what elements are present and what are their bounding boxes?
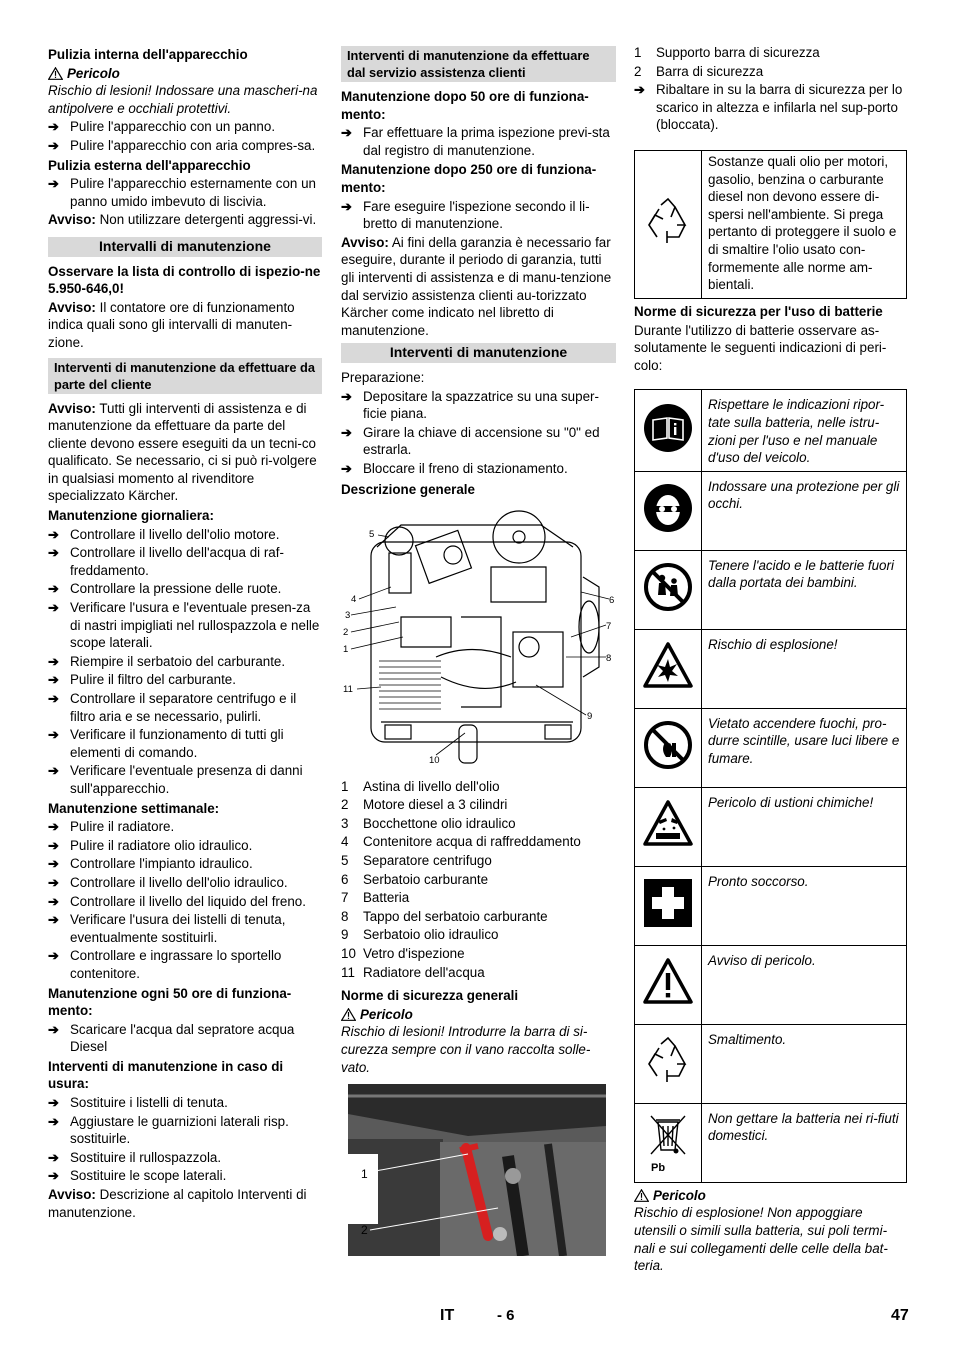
item-number: 1: [634, 45, 642, 60]
diagram-callout-10: 10: [429, 755, 440, 766]
heading-inspection-checklist: Osservare la lista di controllo di ispezio-ne 5.950-646,0!: [48, 263, 321, 297]
step-item: ➔ Verificare il funzionamento di tutti gli elementi di comando.: [48, 726, 322, 761]
diagram-callout-11: 11: [343, 684, 353, 696]
symbol-row: [635, 629, 907, 708]
warning-triangle-icon: [634, 1189, 649, 1202]
symbol-row: [635, 1103, 907, 1182]
heading-external-cleaning: Pulizia esterna dell'apparecchio: [48, 157, 251, 173]
first-aid-icon: [642, 877, 694, 929]
step-item: ➔ Scaricare l'acqua dal sepratore acqua Diesel: [48, 1021, 322, 1056]
safety-bar-step: ➔ Ribaltare in su la barra di sicurezza per lo scarico in altezza e infilarla nel sup-porto (bloccata).: [634, 81, 907, 134]
item-number: 1: [341, 778, 349, 794]
step-item: ➔ Verificare l'usura e l'eventuale presen-za di nastri impigliati nel rullospazzola e nelle scope laterali.: [48, 599, 322, 652]
step-item: ➔ Controllare l'impianto idraulico.: [48, 855, 322, 873]
item-number: 2: [341, 797, 349, 813]
diagram-callout-6: 6: [609, 595, 615, 607]
preparation-steps: [341, 388, 616, 478]
danger-text: Rischio di lesioni! Introdurre la barra di si-curezza sempre con il vano raccolta solle-vato.: [341, 1024, 591, 1075]
diagram-callout-9: 9: [587, 711, 593, 723]
weekly-steps: [48, 818, 322, 982]
environment-text: Sostanze quali olio per motori, gasolio, benzina o carburante diesel non devono essere di-spersi nell'ambiente. Si prega pertanto di proteggere il suolo e di smaltire l'olio usato con-formemente alle norme am-bientali.: [702, 150, 907, 298]
step-item: ➔ Pulire l'apparecchio esternamente con un panno umido imbevuto di liscivia.: [48, 175, 322, 210]
numbered-item: [341, 889, 616, 907]
safety-bar-parts: [634, 44, 907, 80]
chemical-burn-icon: [642, 799, 694, 849]
step-item: ➔ Pulire l'apparecchio con aria compres-sa.: [48, 137, 322, 155]
step-item: ➔ Controllare il livello dell'acqua di raf-freddamento.: [48, 544, 322, 579]
warning-icon: [642, 957, 694, 1007]
step-item: ➔ Riempire il serbatoio del carburante.: [48, 653, 322, 671]
item-text: Bocchettone olio idraulico: [363, 815, 516, 831]
danger-label: Pericolo: [48, 65, 322, 83]
after-50h-steps: [341, 124, 616, 159]
step-item: ➔ Controllare e ingrassare lo sportello contenitore.: [48, 947, 322, 982]
symbol-text: Pronto soccorso.: [702, 866, 907, 945]
numbered-item: [341, 945, 616, 963]
heading-every-50h: Manutenzione ogni 50 ore di funziona-mento:: [48, 985, 292, 1019]
numbered-item: [634, 63, 907, 81]
item-text: Radiatore dell'acqua: [363, 964, 485, 980]
item-number: 7: [341, 890, 349, 906]
step-item: ➔ Pulire l'apparecchio con un panno.: [48, 118, 322, 136]
step-item: ➔ Controllare il livello dell'olio motore.: [48, 526, 322, 544]
symbol-text: Avviso di pericolo.: [702, 945, 907, 1024]
symbol-row: [635, 866, 907, 945]
step-item: ➔ Fare eseguire l'ispezione secondo il li-bretto di manutenzione.: [341, 198, 616, 233]
symbol-row: [635, 471, 907, 550]
engine-compartment-illustration: [341, 507, 616, 765]
item-number: 8: [341, 908, 349, 924]
danger-text: Rischio di lesioni! Indossare una mascheri-na antipolvere e occhiali protettivi.: [48, 83, 318, 116]
note-guarantee: Avviso: Ai fini della garanzia è necessario far eseguire, durante il periodo di garanzia, tutti gli interventi di assistenza e di manu-tenzione dal servizio assistenza clienti au-torizzato Kärcher come indicato nel libretto di manutenzione.: [341, 234, 612, 338]
photo-callout-1: 1: [361, 1167, 368, 1182]
section-intervals: Intervalli di manutenzione: [48, 237, 322, 257]
step-item: ➔ Pulire il radiatore.: [48, 818, 322, 836]
step-item: ➔ Pulire il filtro del carburante.: [48, 671, 322, 689]
preparation-label: Preparazione:: [341, 369, 425, 385]
item-number: 2: [634, 63, 642, 79]
note-description: Avviso: Descrizione al capitolo Interventi di manutenzione.: [48, 1187, 307, 1220]
danger-label: Pericolo: [634, 1187, 907, 1205]
item-text: Tappo del serbatoio carburante: [363, 908, 548, 924]
numbered-item: [341, 871, 616, 889]
item-number: 9: [341, 927, 349, 943]
diagram-callout-2: 2: [343, 627, 349, 639]
pb-label: Pb: [651, 1162, 666, 1175]
diagram-callout-8: 8: [606, 653, 612, 665]
battery-symbols-table: [634, 389, 907, 1182]
symbol-row: [635, 787, 907, 866]
item-text: Serbatoio olio idraulico: [363, 927, 499, 943]
component-list: [341, 778, 616, 982]
step-item: ➔ Controllare il livello del liquido del freno.: [48, 893, 322, 911]
step-item: ➔ Bloccare il freno di stazionamento.: [341, 460, 616, 478]
item-number: 4: [341, 834, 349, 850]
step-item: ➔ Far effettuare la prima ispezione previ-sta dal registro di manutenzione.: [341, 124, 616, 159]
every-50h-steps: [48, 1021, 322, 1056]
item-text: Motore diesel a 3 cilindri: [363, 797, 508, 813]
note-hour-counter: Avviso: Il contatore ore di funzionamento indica quali sono gli intervalli di manuten-zione.: [48, 299, 295, 350]
step-item: ➔ Verificare l'eventuale presenza di danni sull'apparecchio.: [48, 762, 322, 797]
warning-triangle-icon: [341, 1008, 356, 1021]
daily-steps: [48, 526, 322, 798]
symbol-text: Pericolo di ustioni chimiche!: [702, 787, 907, 866]
no-household-waste-icon: [643, 1112, 693, 1158]
item-text: Astina di livello dell'olio: [363, 778, 500, 794]
item-number: 3: [341, 815, 349, 831]
item-text: Barra di sicurezza: [656, 63, 764, 79]
heading-internal-cleaning: Pulizia interna dell'apparecchio: [48, 47, 248, 62]
keep-children-away-icon: [642, 561, 694, 613]
step-item: ➔ Pulire il radiatore olio idraulico.: [48, 837, 322, 855]
note-detergent: Avviso: Non utilizzare detergenti aggressi-vi.: [48, 212, 317, 228]
item-text: Separatore centrifugo: [363, 853, 492, 869]
symbol-row: [635, 390, 907, 471]
numbered-item: [341, 815, 616, 833]
column-left: [48, 44, 322, 1222]
section-customer-maintenance: Interventi di manutenzione da effettuare da parte del cliente: [48, 358, 322, 394]
numbered-item: [341, 908, 616, 926]
step-item: ➔ Girare la chiave di accensione su "0" ed estrarla.: [341, 424, 616, 459]
symbol-text: Tenere l'acido e le batterie fuori dalla portata dei bambini.: [702, 550, 907, 629]
eye-protection-icon: [642, 482, 694, 534]
diagram-callout-1: 1: [343, 644, 349, 656]
step-item: ➔ Verificare l'usura dei listelli di tenuta, eventualmente sostituirli.: [48, 911, 322, 946]
heading-after-50h: Manutenzione dopo 50 ore di funziona-mento:: [341, 89, 589, 122]
step-item: ➔ Controllare la pressione delle ruote.: [48, 580, 322, 598]
machine-diagram: [341, 507, 616, 770]
symbol-row: [635, 945, 907, 1024]
diagram-callout-7: 7: [606, 621, 612, 633]
after-250h-steps: [341, 198, 616, 233]
symbol-text: Rischio di esplosione!: [702, 629, 907, 708]
item-number: 6: [341, 871, 349, 887]
symbol-row: [635, 1024, 907, 1103]
footer-language: IT: [440, 1307, 455, 1324]
heading-wear: Interventi di manutenzione in caso di usura:: [48, 1058, 284, 1092]
numbered-item: [341, 852, 616, 870]
environment-box: [634, 150, 907, 299]
numbered-item: [634, 44, 907, 62]
symbol-text: Non gettare la batteria nei ri-fiuti domestici.: [702, 1103, 907, 1182]
diagram-callout-4: 4: [351, 594, 357, 606]
photo-callout-2: 2: [361, 1223, 368, 1238]
step-item: ➔ Aggiustare le guarnizioni laterali risp. sostituirle.: [48, 1113, 322, 1148]
explosion-hazard-icon: [642, 641, 694, 691]
section-maintenance-work: Interventi di manutenzione: [341, 343, 616, 363]
safety-bar-photo: [348, 1084, 616, 1261]
step-item: ➔ Controllare il livello dell'olio idraulico.: [48, 874, 322, 892]
heading-general-description: Descrizione generale: [341, 482, 475, 498]
step-item: ➔ Sostituire i listelli di tenuta.: [48, 1094, 322, 1112]
step-item: ➔ Controllare il separatore centrifugo e il filtro aria e se necessario, pulirli.: [48, 690, 322, 725]
heading-weekly: Manutenzione settimanale:: [48, 800, 220, 816]
external-steps: [48, 175, 322, 210]
numbered-item: [341, 964, 616, 982]
diagram-callout-3: 3: [345, 610, 351, 622]
symbol-row: [635, 550, 907, 629]
item-text: Contenitore acqua di raffreddamento: [363, 834, 581, 850]
item-number: 5: [341, 853, 349, 869]
danger-text: Rischio di esplosione! Non appoggiare utensili o simili sulla batteria, sui poli termi-nali e sui collegamenti delle celle della bat-teria.: [634, 1205, 888, 1274]
symbol-text: Indossare una protezione per gli occhi.: [702, 471, 907, 550]
item-text: Batteria: [363, 890, 410, 906]
column-right: [634, 44, 907, 1276]
step-item: ➔ Sostituire le scope laterali.: [48, 1167, 322, 1185]
symbol-text: Rispettare le indicazioni ripor-tate sulla batteria, nelle istru-zioni per l'uso e nel manuale d'uso del veicolo.: [702, 390, 907, 471]
numbered-item: [341, 778, 616, 796]
diagram-callout-5: 5: [369, 529, 375, 541]
heading-general-safety: Norme di sicurezza generali: [341, 988, 519, 1004]
manual-info-icon: [642, 402, 694, 454]
footer-page-number: 47: [891, 1307, 909, 1324]
safety-bar-illustration: [348, 1084, 606, 1256]
section-service-maintenance: Interventi di manutenzione da effettuare dal servizio assistenza clienti: [341, 46, 616, 82]
item-text: Vetro d'ispezione: [363, 946, 465, 961]
step-item: ➔ Depositare la spazzatrice su una super-ficie piana.: [341, 388, 616, 423]
numbered-item: [341, 796, 616, 814]
numbered-item: [341, 833, 616, 851]
step-item: ➔ Sostituire il rullospazzola.: [48, 1149, 322, 1167]
internal-steps: [48, 118, 322, 154]
numbered-item: [341, 926, 616, 944]
recycle-icon: [641, 195, 695, 249]
column-middle: [341, 44, 616, 1261]
battery-intro: Durante l'utilizzo di batterie osservare as-solutamente le seguenti indicazioni di peri-colo:: [634, 322, 887, 373]
symbol-row: [635, 708, 907, 787]
heading-battery-safety: Norme di sicurezza per l'uso di batterie: [634, 303, 883, 319]
heading-after-250h: Manutenzione dopo 250 ore di funziona-mento:: [341, 162, 597, 195]
item-number: 10: [341, 946, 356, 961]
wear-steps: [48, 1094, 322, 1185]
item-text: Serbatoio carburante: [363, 871, 489, 887]
danger-label: Pericolo: [341, 1006, 616, 1024]
note-qualified-technician: Avviso: Tutti gli interventi di assistenza e di manutenzione da effettuare da parte del cliente devono essere eseguiti da un tecni-co qualificato. Se necessario, ci si può ri-volgere in qualsiasi momento al rivenditore specializzato Kärcher.: [48, 400, 317, 504]
symbol-text: Vietato accendere fuochi, pro-durre scintille, usare luci libere e fumare.: [702, 708, 907, 787]
recycle-icon: [641, 1034, 695, 1088]
footer-local-page: - 6: [497, 1307, 515, 1324]
heading-daily: Manutenzione giornaliera:: [48, 508, 214, 524]
warning-triangle-icon: [48, 67, 63, 80]
item-text: Supporto barra di sicurezza: [656, 45, 820, 60]
item-number: 11: [341, 964, 355, 980]
symbol-text: Smaltimento.: [702, 1024, 907, 1103]
no-fire-icon: [642, 719, 694, 771]
